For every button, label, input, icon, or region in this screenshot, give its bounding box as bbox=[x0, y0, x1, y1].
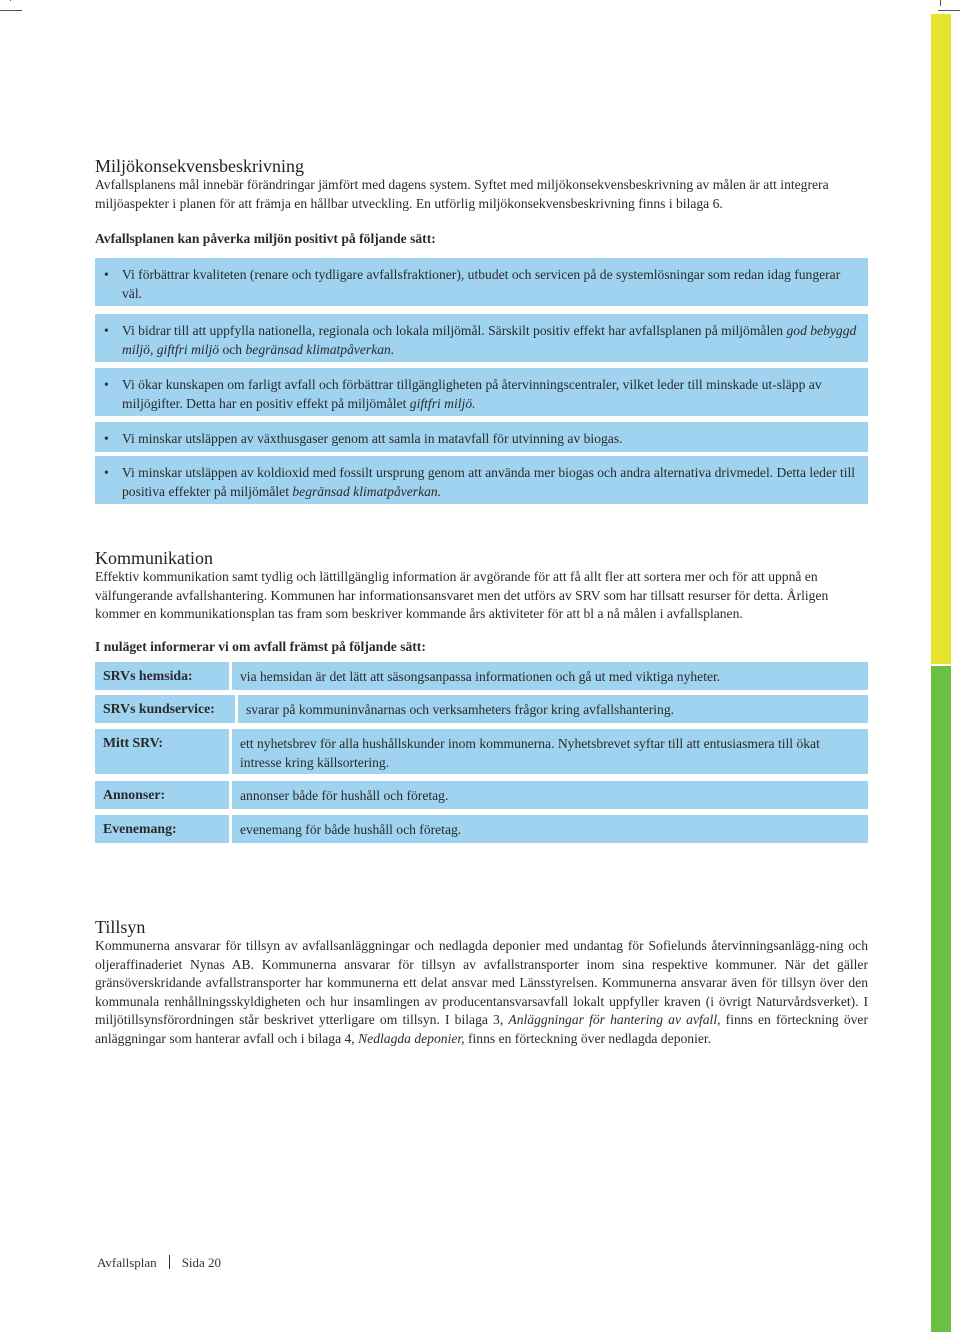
crop-mark bbox=[10, 0, 11, 1]
info-row bbox=[95, 781, 868, 809]
footer-separator bbox=[169, 1255, 170, 1269]
section-body: Kommunerna ansvarar för tillsyn av avfallsanläggningar och nedlagda deponier med undantag för Sofielunds återvinningsanlägg-ning och oljeraffinaderiet Nynas AB. Kommunerna ansvarar för tillsyn av avfallstransporter inom sina respektive kommuner. När det gäller gränsöverskridande avfallstransporter har kommunerna ett delat ansvar med Länsstyrelsen. Kommunerna ansvarar även för tillsyn över den kommunala renhållningsskyldigheten och hur insamlingen av producentansvarsavfall lokalt uppfyller kraven (i övrigt Naturvårdsverket). I miljötillsynsförordningen står beskrivet ytterligare om tillsyn. I bilaga 3, Anläggningar för hantering av avfall, finns en förteckning över anläggningar som hanterar avfall och i bilaga 4, Nedlagda deponier, finns en förteckning över nedlagda deponier. bbox=[95, 938, 868, 1046]
section-title: Kommunikation bbox=[95, 548, 213, 568]
crop-mark bbox=[938, 10, 960, 11]
list-item: • Vi förbättrar kvaliteten (renare och tydligare avfallsfraktioner), utbudet och servicen på de systemlösningar som redan idag fungerar väl. bbox=[95, 258, 868, 306]
info-value: ett nyhetsbrev för alla hushållskunder inom kommunerna. Nyhetsbrevet syftar till att entusiasmera till ökat intresse kring källsortering. bbox=[232, 729, 868, 774]
info-key: Mitt SRV: bbox=[95, 729, 229, 774]
section-title: Tillsyn bbox=[95, 917, 146, 937]
list-item: • Vi ökar kunskapen om farligt avfall och förbättrar tillgängligheten på återvinningscentraler, vilket leder till minskade ut-släpp av miljögifter. Detta har en positiv effekt på miljömålet giftfri miljö. bbox=[95, 368, 868, 416]
crop-mark bbox=[0, 10, 22, 11]
crop-mark bbox=[940, 0, 941, 6]
list-item: • Vi bidrar till att uppfylla nationella, regionala och lokala miljömål. Särskilt positiv effekt har avfallsplanen på miljömålen god bebyggd miljö, giftfri miljö och begränsad klimatpåverkan. bbox=[95, 314, 868, 362]
section-lead: Avfallsplanen kan påverka miljön positivt på följande sätt: bbox=[95, 231, 436, 246]
info-row bbox=[95, 729, 868, 774]
info-value: svarar på kommuninvånarnas och verksamheters frågor kring avfallshantering. bbox=[238, 695, 868, 723]
footer-page-number: Sida 20 bbox=[181, 1255, 222, 1270]
list-item: • Vi minskar utsläppen av växthusgaser genom att samla in matavfall för utvinning av biogas. bbox=[95, 422, 868, 452]
info-key: SRVs kundservice: bbox=[95, 695, 235, 723]
info-row bbox=[95, 695, 868, 723]
info-row bbox=[95, 815, 868, 843]
info-key: Evenemang: bbox=[95, 815, 229, 843]
section-intro: Effektiv kommunikation samt tydlig och lättillgänglig information är avgörande för att få allt fler att sortera mer och för att uppnå en välfungerande avfallshantering. Kommunen har informationsansvaret men det utförs av SRV som har tillsatt resurser för detta. Årligen kommer en kommunikationsplan tas fram som beskriver kommande års aktiviteter för att bl a nå målen i avfallsplanen. bbox=[95, 569, 829, 621]
section-miljokonsekvens bbox=[95, 156, 868, 249]
section-title: Miljökonsekvensbeskrivning bbox=[95, 156, 304, 176]
page-footer bbox=[97, 1255, 221, 1271]
info-value: via hemsidan är det lätt att säsongsanpassa informationen och gå ut med viktiga nyheter. bbox=[232, 662, 868, 690]
section-lead: I nuläget informerar vi om avfall främst på följande sätt: bbox=[95, 638, 426, 654]
footer-doc-title: Avfallsplan bbox=[97, 1255, 157, 1270]
info-value: annonser både för hushåll och företag. bbox=[232, 781, 868, 809]
side-color-bar-yellow bbox=[931, 14, 951, 664]
section-kommunikation bbox=[95, 548, 868, 656]
info-value: evenemang för både hushåll och företag. bbox=[232, 815, 868, 843]
section-intro: Avfallsplanens mål innebär förändringar jämfört med dagens system. Syftet med miljökonsekvensbeskrivning av målen är att integrera miljöaspekter i planen för att främja en hållbar utveckling. En utförlig miljökonsekvensbeskrivning finns i bilaga 6. bbox=[95, 177, 829, 211]
info-key: Annonser: bbox=[95, 781, 229, 809]
list-item: • Vi minskar utsläppen av koldioxid med fossilt ursprung genom att använda mer biogas och andra alternativa drivmedel. Detta leder till positiva effekter på miljömålet begränsad klimatpåverkan. bbox=[95, 456, 868, 504]
info-key: SRVs hemsida: bbox=[95, 662, 229, 690]
section-tillsyn bbox=[95, 917, 868, 1048]
side-color-bar-green bbox=[931, 666, 951, 1332]
info-row bbox=[95, 662, 868, 690]
